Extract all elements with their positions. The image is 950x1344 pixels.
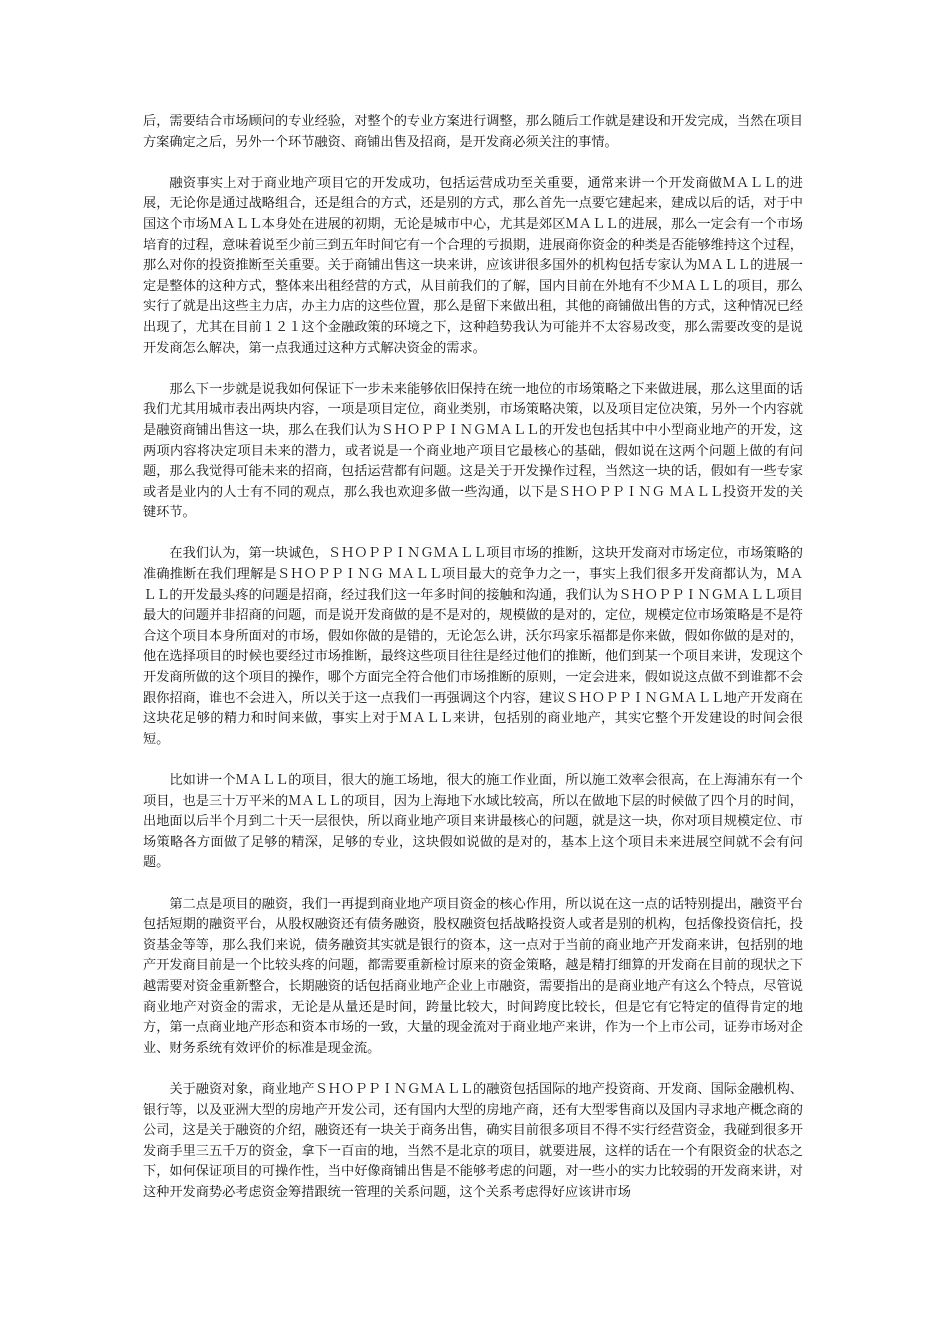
paragraph-3: 那么下一步就是说我如何保证下一步未来能够依旧保持在统一地位的市场策略之下来做进展，那么这里面的话我们尤其用城市表出两块内容，一项是项目定位，商业类别，市场策略决策，以及项目定位决策，另外一个内容就是融资商铺出售这一块，那么在我们认为ＳＨＯＰＰＩＮＧＭＡＬＬ的开发也包括其中中小型商业地产的开发，这两项内容将决定项目未来的潜力，或者说是一个商业地产项目它最核心的基础，假如说在这两个问题上做的有问题，那么我觉得可能未来的招商，包括运营都有问题。这是关于开发操作过程，当然这一块的话，假如有一些专家或者是业内的人士有不同的观点，那么我也欢迎多做一些沟通，以下是ＳＨＯＰＰＩＮＧ ＭＡＬＬ投资开发的关键环节。 [143,381,803,521]
paragraph-1: 后，需要结合市场顾问的专业经验，对整个的专业方案进行调整，那么随后工作就是建设和开发完成，当然在项目方案确定之后，另外一个环节融资、商铺出售及招商，是开发商必须关注的事情。 [143,114,803,150]
paragraph-6: 第二点是项目的融资，我们一再提到商业地产项目资金的核心作用，所以说在这一点的话特别提出，融资平台包括短期的融资平台，从股权融资还有债务融资，股权融资包括战略投资人或者是别的机构，包括像投资信托，投资基金等等，那么我们来说，债务融资其实就是银行的资本，这一点对于当前的商业地产开发商来讲，包括别的地产开发商目前是一个比较头疼的问题，都需要重新检讨原来的资金策略，越是精打细算的开发商在目前的现状之下越需要对资金重新整合，长期融资的话包括商业地产企业上市融资，需要指出的是商业地产有这么个特点，尽管说商业地产对资金的需求，无论是从量还是时间，跨量比较大，时间跨度比较长，但是它有它特定的值得肯定的地方，第一点商业地产形态和资本市场的一致，大量的现金流对于商业地产来讲，作为一个上市公司，证券市场对企业、财务系统有效评价的标准是现金流。 [143,896,803,1056]
paragraph-4: 在我们认为，第一块诚色，ＳＨＯＰＰＩＮＧＭＡＬＬ项目市场的推断，这块开发商对市场定位，市场策略的准确推断在我们理解是ＳＨＯＰＰＩＮＧ ＭＡＬＬ项目最大的竞争力之一，事实上我们很多开发商都认为，ＭＡＬＬ的开发最头疼的问题是招商，经过我们这一年多时间的接触和沟通，我们认为ＳＨＯＰＰＩＮＧＭＡＬＬ项目最大的问题并非招商的问题，而是说开发商做的是不是对的，规模做的是对的，定位，规模定位市场策略是不是符合这个项目本身所面对的市场，假如你做的是错的，无论怎么讲，沃尔玛家乐福都是你来做，假如你做的是对的，他在选择项目的时候也要经过市场推断，最终这些项目往往是经过他们的推断，他们到某一个项目来讲，发现这个开发商所做的这个项目的操作，哪个方面完全符合他们市场推断的原则，一定会进来，假如说这点做不到谁都不会跟你招商，谁也不会进入，所以关于这一点我们一再强调这个内容，建议ＳＨＯＰＰＩＮＧＭＡＬＬ地产开发商在这块花足够的精力和时间来做，事实上对于ＭＡＬＬ来讲，包括别的商业地产，其实它整个开发建设的时间会很短。 [143,546,803,747]
paragraph-5: 比如讲一个ＭＡＬＬ的项目，很大的施工场地，很大的施工作业面，所以施工效率会很高，在上海浦东有一个项目，也是三十万平米的ＭＡＬＬ的项目，因为上海地下水域比较高，所以在做地下层的时候做了四个月的时间，出地面以后半个月到二十天一层很快，所以商业地产项目来讲最核心的问题，就是这一块，你对项目规模定位、市场策略各方面做了足够的精深，足够的专业，这块假如说做的是对的，基本上这个项目未来进展空间就不会有问题。 [143,773,803,871]
paragraph-7: 关于融资对象，商业地产ＳＨＯＰＰＩＮＧＭＡＬＬ的融资包括国际的地产投资商、开发商、国际金融机构、银行等，以及亚洲大型的房地产开发公司，还有国内大型的房地产商，还有大型零售商以及国内寻求地产概念商的公司，这是关于融资的介绍，融资还有一块关于商务出售，确实目前很多项目不得不实行经营资金，我碰到很多开发商手里三五千万的资金，拿下一百亩的地，当然不是北京的项目，就要进展，这样的话在一个有限资金的状态之下，如何保证项目的可操作性，当中好像商铺出售是不能够考虑的问题，对一些小的实力比较弱的开发商来讲，对这种开发商势必考虑资金筹措跟统一管理的关系问题，这个关系考虑得好应该讲市场 [143,1081,803,1200]
document-page [143,112,803,1224]
paragraph-2: 融资事实上对于商业地产项目它的开发成功，包括运营成功至关重要，通常来讲一个开发商做ＭＡＬＬ的进展，无论你是通过战略组合，还是组合的方式，还是别的方式，那么首先一点要它建起来，建成以后的话，对于中国这个市场ＭＡＬＬ本身处在进展的初期，无论是城市中心，尤其是郊区ＭＡＬＬ的进展，那么一定会有一个市场培育的过程，意味着说至少前三到五年时间它有一个合理的亏损期，进展商你资金的种类是否能够维持这个过程，那么对你的投资推断至关重要。关于商铺出售这一块来讲，应该讲很多国外的机构包括专家认为ＭＡＬＬ的进展一定是整体的这种方式，整体来出租经营的方式，从目前我们的了解，国内目前在外地有不少ＭＡＬＬ的项目，那么实行了就是出这些主力店，办主力店的这些位置，那么是留下来做出租，其他的商铺做出售的方式，这种情况已经出现了，尤其在目前１２１这个金融政策的环境之下，这种趋势我认为可能并不太容易改变，那么需要改变的是说开发商怎么解决，第一点我通过这种方式解决资金的需求。 [143,175,803,356]
